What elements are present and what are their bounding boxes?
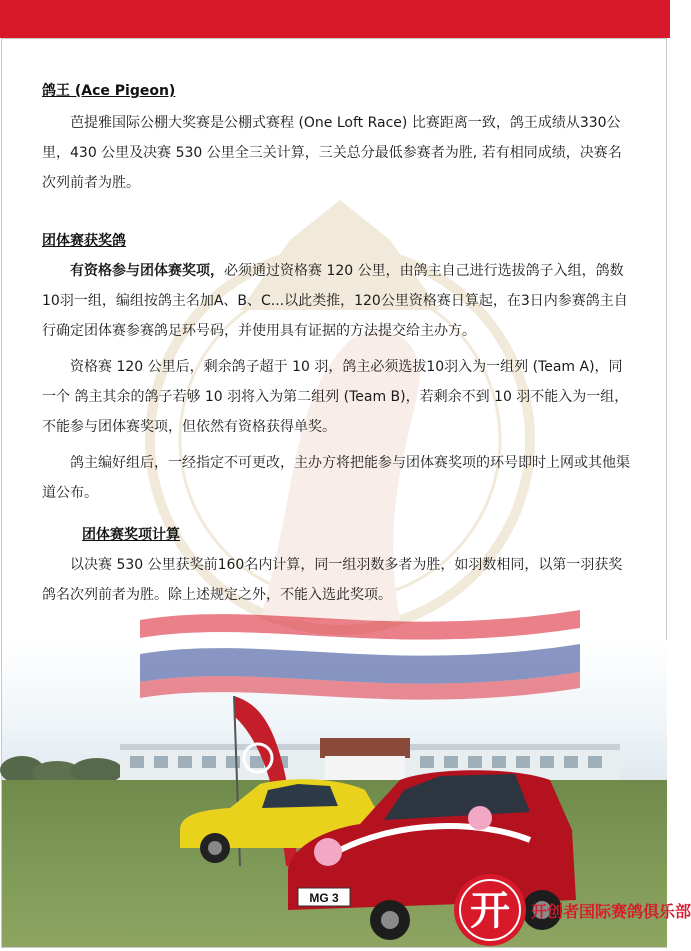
section-heading-team-award: 团体赛获奖鸽	[42, 233, 126, 249]
thai-flag-ribbon	[140, 600, 580, 710]
club-name: 开创者国际赛鸽俱乐部	[531, 902, 691, 921]
eligibility-lead: 有资格参与团体赛奖项，	[70, 263, 224, 279]
section-paragraph-team-selection: 资格赛 120 公里后，剩余鸽子超于 10 羽，鸽主必须选拔10羽入为一组列 (Team A)，同一个 鸽主其余的鸽子若够 10 羽将入为第二组列 (Team B)，若剩余不到 10 羽不能入为一组，不能参与团体赛奖项，但依然有资格获得单奖。	[42, 359, 629, 435]
section-heading-ace-pigeon: 鸽王 (Ace Pigeon)	[42, 83, 176, 99]
eligibility-body: 必须通过资格赛 120 公里，由鸽主自己进行选拔鸽子入组，鸽数10羽一组，编组按鸽主名加A、B、C...以此类推，120公里资格赛日算起，在3日内参赛鸽主自行确定团体赛参赛鸽足环号码，并使用具有证据的方法提交给主办方。	[42, 263, 628, 339]
trees	[2, 745, 122, 785]
club-logo-icon	[452, 872, 528, 948]
section-paragraph-team-publication: 鸽主编好组后，一经指定不可更改，主办方将把能参与团体赛奖项的环号即时上网或其他渠道公布。	[42, 455, 630, 501]
section-heading-team-scoring: 团体赛奖项计算	[82, 527, 180, 543]
section-paragraph-team-eligibility	[42, 256, 632, 346]
logo-glyph: 开	[470, 888, 510, 934]
license-plate: MG 3	[309, 891, 339, 905]
section-paragraph-ace-pigeon: 芭提雅国际公棚大奖赛是公棚式赛程 (One Loft Race) 比赛距离一致，鸽王成绩从330公里，430 公里及决赛 530 公里全三关计算，三关总分最低参赛者为胜, 若有相同成绩，决赛名次列前者为胜。	[42, 115, 622, 191]
top-red-bar	[0, 0, 670, 38]
section-paragraph-team-scoring: 以决赛 530 公里获奖前160名内计算，同一组羽数多者为胜，如羽数相同，以第一羽获奖鸽名次列前者为胜。除上述规定之外，不能入选此奖项。	[42, 557, 623, 603]
